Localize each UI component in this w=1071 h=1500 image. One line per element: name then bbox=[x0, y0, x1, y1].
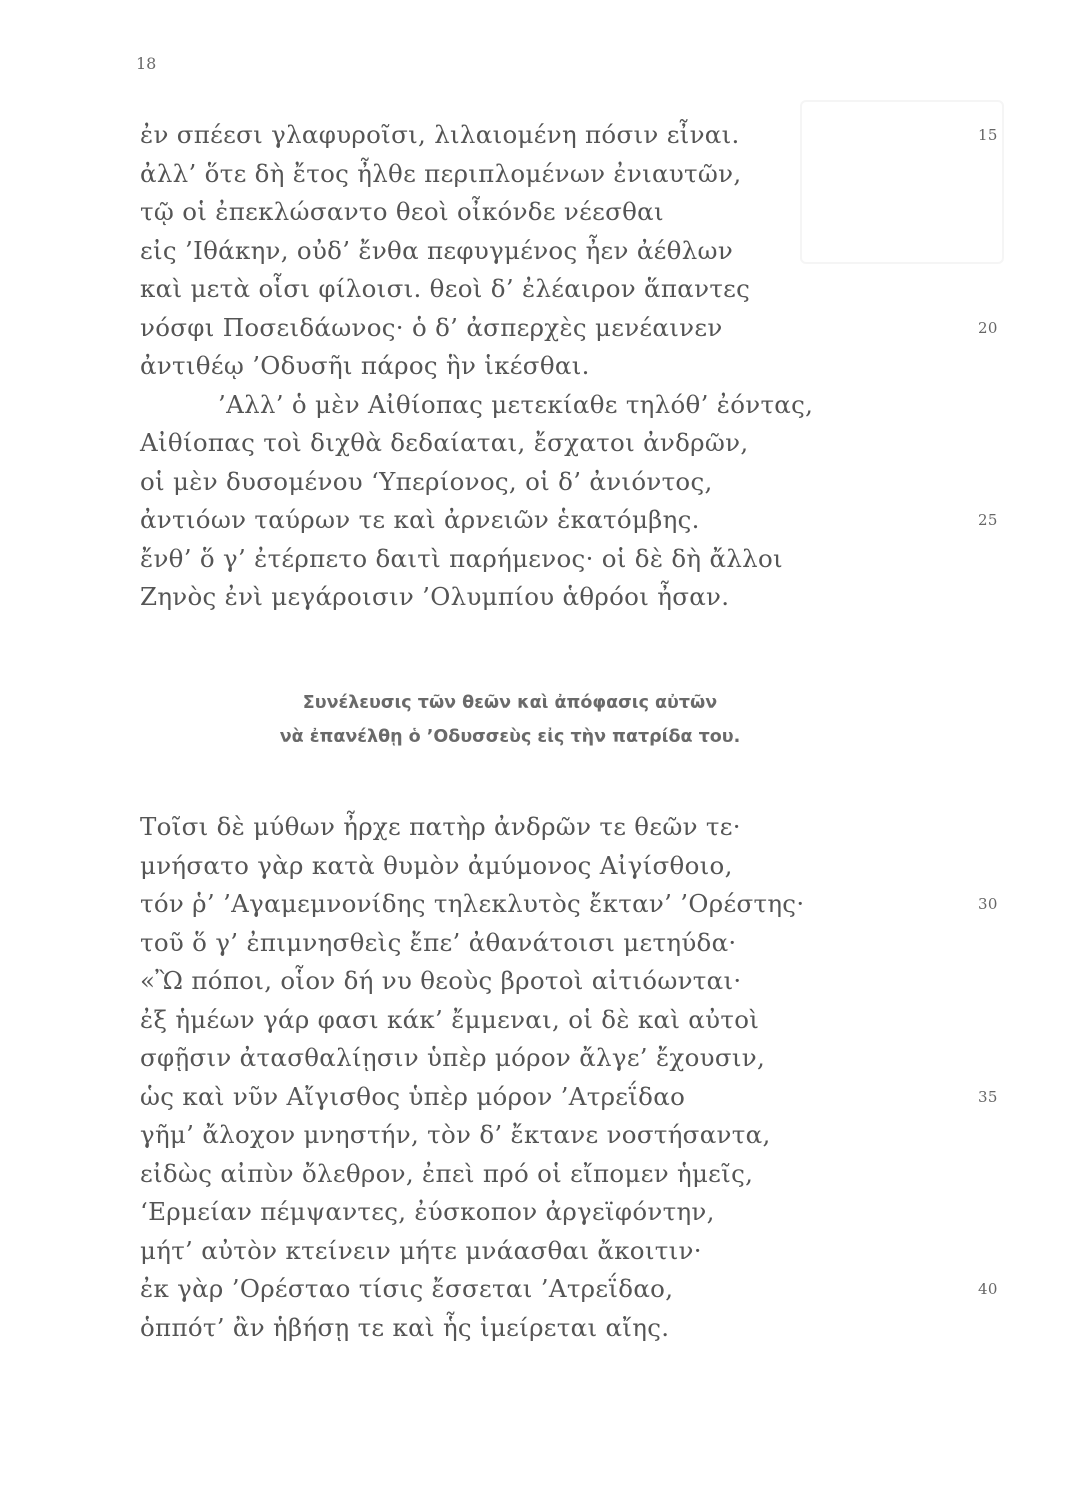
verse-text: ὁππότ’ ἂν ἡβήσῃ τε καὶ ἧς ἱμείρεται αἴης. bbox=[140, 1312, 670, 1342]
verse-line bbox=[140, 1232, 990, 1271]
verse-text: ἔνθ’ ὅ γ’ ἐτέρπετο δαιτὶ παρήμενος· οἱ δὲ δὴ ἄλλοι bbox=[140, 543, 783, 573]
verse-line bbox=[140, 885, 998, 924]
verse-line bbox=[140, 1309, 990, 1348]
verse-line bbox=[140, 232, 990, 271]
verse-line bbox=[140, 501, 998, 540]
verse-line bbox=[140, 1155, 990, 1194]
verse-text: ἐξ ἡμέων γάρ φασι κάκ’ ἔμμεναι, οἱ δὲ καὶ αὐτοὶ bbox=[140, 1004, 760, 1034]
page-number: 18 bbox=[136, 54, 157, 73]
verse-text: σφῇσιν ἀτασθαλίῃσιν ὑπὲρ μόρον ἄλγε’ ἔχουσιν, bbox=[140, 1043, 766, 1072]
verse-line bbox=[140, 578, 990, 617]
verse-line bbox=[140, 1078, 998, 1117]
verse-line bbox=[140, 309, 998, 348]
verse-text: τόν ῥ’ ’Αγαμεμνονίδης τηλεκλυτὸς ἔκταν’ ’Ορέστης· bbox=[140, 889, 805, 918]
verse-text: ἐκ γὰρ ’Ορέσταο τίσις ἔσσεται ’Ατρεΐδαο, bbox=[140, 1274, 674, 1303]
verse-text: ἀλλ’ ὅτε δὴ ἔτος ἦλθε περιπλομένων ἐνιαυτῶν, bbox=[140, 158, 742, 188]
verse-block-2 bbox=[140, 808, 998, 1347]
verse-line bbox=[140, 155, 990, 194]
verse-text: Τοῖσι δὲ μύθων ἦρχε πατὴρ ἀνδρῶν τε θεῶν τε· bbox=[140, 812, 741, 841]
verse-text: ὡς καὶ νῦν Αἴγισθος ὑπὲρ μόρον ’Ατρεΐδαο bbox=[140, 1081, 686, 1111]
verse-line bbox=[140, 424, 990, 463]
verse-line bbox=[140, 347, 990, 386]
verse-line bbox=[140, 1270, 998, 1309]
verse-text: καὶ μετὰ οἷσι φίλοισι. θεοὶ δ’ ἐλέαιρον ἅπαντες bbox=[140, 274, 751, 303]
verse-text: Ζηνὸς ἐνὶ μεγάροισιν ’Ολυμπίου ἁθρόοι ἦσαν. bbox=[140, 582, 730, 611]
verse-text: μήτ’ αὐτὸν κτείνειν μήτε μνάασθαι ἄκοιτιν· bbox=[140, 1235, 702, 1265]
verse-line bbox=[140, 386, 990, 425]
line-number: 20 bbox=[978, 318, 998, 337]
verse-text: ‘Ερμείαν πέμψαντες, ἐύσκοπον ἀργεϊφόντην, bbox=[140, 1197, 715, 1226]
section-heading bbox=[150, 686, 870, 754]
verse-line bbox=[140, 847, 990, 886]
verse-line bbox=[140, 1193, 990, 1232]
verse-line bbox=[140, 193, 990, 232]
verse-text: ’Αλλ’ ὁ μὲν Αἰθίοπας μετεκίαθε τηλόθ’ ἐόντας, bbox=[218, 389, 814, 419]
heading-line-1: Συνέλευσις τῶν θεῶν καὶ ἀπόφασις αὐτῶν bbox=[302, 693, 718, 713]
verse-line bbox=[140, 1001, 990, 1040]
line-number: 40 bbox=[978, 1280, 998, 1298]
verse-line bbox=[140, 540, 990, 579]
line-number: 30 bbox=[978, 895, 998, 913]
verse-text: τῷ οἱ ἐπεκλώσαντο θεοὶ οἶκόνδε νέεσθαι bbox=[140, 197, 664, 226]
verse-line bbox=[140, 1039, 990, 1078]
verse-line bbox=[140, 962, 990, 1001]
verse-text: οἱ μὲν δυσομένου ‘Υπερίονος, οἱ δ’ ἀνιόντος, bbox=[140, 466, 713, 496]
verse-line bbox=[140, 270, 990, 309]
heading-line-2: νὰ ἐπανέλθῃ ὁ ’Οδυσσεὺς εἰς τὴν πατρίδα του. bbox=[279, 727, 741, 747]
verse-line bbox=[140, 1116, 990, 1155]
line-number: 35 bbox=[978, 1087, 998, 1106]
verse-text: εἰς ’Ιθάκην, οὐδ’ ἔνθα πεφυγμένος ἦεν ἀέθλων bbox=[140, 235, 734, 265]
verse-line bbox=[140, 808, 990, 847]
verse-block-1 bbox=[140, 116, 998, 617]
verse-text: ἐν σπέεσι γλαφυροῖσι, λιλαιομένη πόσιν εἶναι. bbox=[140, 120, 740, 149]
line-number: 15 bbox=[978, 126, 998, 144]
verse-text: ἀντιόων ταύρων τε καὶ ἀρνειῶν ἑκατόμβης. bbox=[140, 505, 700, 534]
verse-line bbox=[140, 116, 998, 155]
verse-text: νόσφι Ποσειδάωνος· ὁ δ’ ἀσπερχὲς μενέαινεν bbox=[140, 312, 723, 342]
line-number: 25 bbox=[978, 511, 998, 529]
verse-line bbox=[140, 463, 990, 502]
verse-line bbox=[140, 924, 990, 963]
verse-text: ἀντιθέῳ ’Οδυσῆι πάρος ἣν ἱκέσθαι. bbox=[140, 351, 590, 380]
verse-text: «Ὢ πόποι, οἷον δή νυ θεοὺς βροτοὶ αἰτιόωνται· bbox=[140, 966, 742, 995]
verse-text: μνήσατο γὰρ κατὰ θυμὸν ἀμύμονος Αἰγίσθοιο, bbox=[140, 850, 733, 880]
verse-text: γῆμ’ ἄλοχον μνηστήν, τὸν δ’ ἔκτανε νοστήσαντα, bbox=[140, 1120, 771, 1149]
verse-text: εἰδὼς αἰπὺν ὄλεθρον, ἐπεὶ πρό οἱ εἴπομεν ἡμεῖς, bbox=[140, 1158, 754, 1188]
verse-text: Αἰθίοπας τοὶ διχθὰ δεδαίαται, ἔσχατοι ἀνδρῶν, bbox=[140, 428, 749, 457]
verse-text: τοῦ ὅ γ’ ἐπιμνησθεὶς ἔπε’ ἀθανάτοισι μετηύδα· bbox=[140, 927, 737, 957]
